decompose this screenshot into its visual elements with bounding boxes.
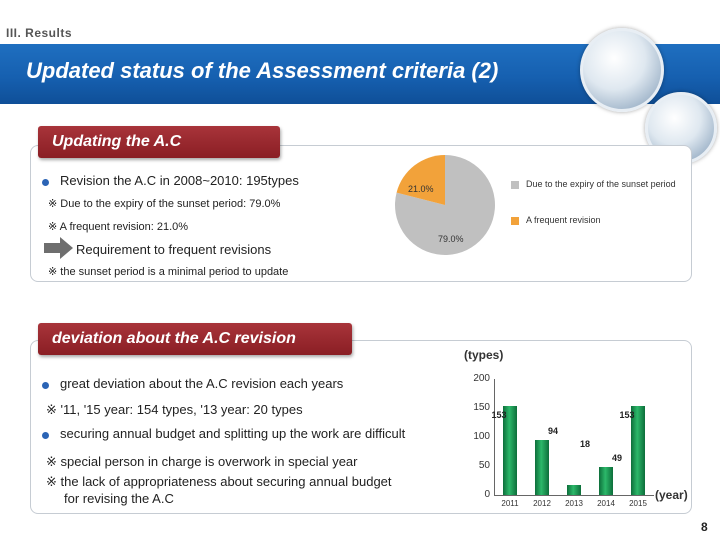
pie-chart: [380, 150, 510, 275]
sunset-note: ※ Due to the expiry of the sunset period: 79.0%: [48, 198, 281, 210]
bar-value-label: 18: [579, 438, 590, 449]
y-tick-label: 150: [473, 402, 490, 413]
bar-y-axis-title: (types): [464, 348, 504, 362]
minimal-period-note: ※ the sunset period is a minimal period to update: [48, 266, 289, 278]
bar-2012: [535, 440, 549, 495]
y-tick-label: 0: [484, 489, 490, 500]
pie-label-sunset: 79.0%: [438, 234, 464, 244]
bar-x-axis-title: (year): [655, 488, 688, 502]
y-tick-label: 200: [473, 373, 490, 384]
bar-value-label: 153: [491, 410, 507, 421]
legend-swatch-frequent: [511, 217, 519, 225]
legend-label-sunset: Due to the expiry of the sunset period: [526, 179, 676, 189]
updating-tab: Updating the A.C: [38, 126, 280, 158]
pie-label-frequent: 21.0%: [408, 184, 434, 194]
deviation-tab: deviation about the A.C revision: [38, 323, 352, 355]
frequent-note: ※ A frequent revision: 21.0%: [48, 221, 189, 233]
bar-value-label: 49: [611, 452, 622, 463]
types-note: ※ '11, '15 year: 154 types, '13 year: 20 types: [46, 402, 303, 417]
page-number: 8: [701, 520, 708, 534]
bar-2014: [599, 467, 613, 495]
page-title: Updated status of the Assessment criteria (2): [26, 58, 499, 83]
bullet-icon: [42, 382, 49, 389]
lab-photo-image: [580, 28, 664, 112]
x-tick-label: 2014: [597, 499, 615, 508]
x-tick-label: 2013: [565, 499, 583, 508]
x-tick-label: 2015: [629, 499, 647, 508]
y-tick-label: 100: [473, 431, 490, 442]
section-label: III. Results: [6, 26, 73, 40]
bullet-icon: [42, 432, 49, 439]
bar-value-label: 153: [619, 410, 635, 421]
bar-y-axis: [494, 379, 495, 495]
legend-swatch-sunset: [511, 181, 519, 189]
bar-value-label: 94: [547, 426, 558, 437]
updating-panel: [30, 145, 692, 282]
legend-label-frequent: A frequent revision: [526, 215, 601, 225]
y-tick-label: 50: [478, 460, 490, 471]
budget-bullet-text: securing annual budget and splitting up the work are difficult: [60, 426, 406, 441]
bar-chart: [440, 365, 660, 515]
requirement-text: Requirement to frequent revisions: [76, 242, 272, 257]
bullet-icon: [42, 179, 49, 186]
revision-bullet-text: Revision the A.C in 2008~2010: 195types: [60, 173, 299, 188]
bar-x-axis: [494, 495, 654, 496]
deviation-bullet-text: great deviation about the A.C revision each years: [60, 376, 344, 391]
budget-note-line2: for revising the A.C: [64, 491, 174, 506]
arrow-icon: [44, 236, 74, 260]
bar-2013: [567, 485, 581, 495]
budget-note-line1: ※ the lack of appropriateness about securing annual budget: [46, 474, 392, 489]
x-tick-label: 2012: [533, 499, 551, 508]
x-tick-label: 2011: [501, 499, 519, 508]
overwork-note: ※ special person in charge is overwork in special year: [46, 454, 358, 469]
